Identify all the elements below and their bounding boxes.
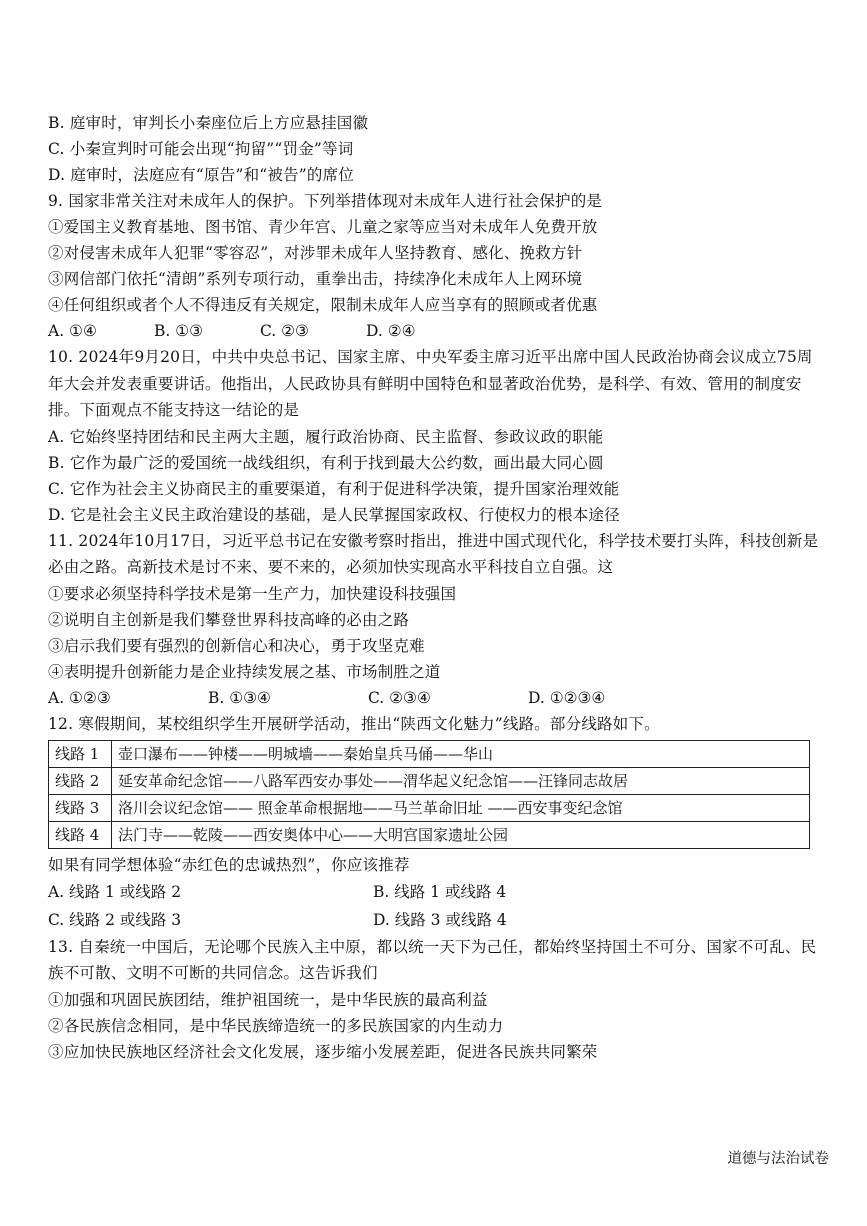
route-name: 线路 4	[49, 821, 112, 848]
page-footer: 道德与法治试卷	[727, 1151, 829, 1167]
route-name: 线路 2	[49, 767, 112, 794]
route-name: 线路 1	[49, 740, 112, 767]
route-path: 延安革命纪念馆——八路军西安办事处——渭华起义纪念馆——汪锋同志故居	[112, 767, 810, 794]
q12-option-d: D. 线路 3 或线路 4	[373, 910, 507, 929]
exam-content	[48, 110, 828, 1065]
q11-option-b: B. ①③④	[208, 688, 271, 707]
q8-option-b: B. 庭审时，审判长小秦座位后上方应悬挂国徽	[48, 114, 369, 132]
q11-item-1: ①要求必须坚持科学技术是第一生产力，加快建设科技强国	[48, 584, 457, 603]
table-row	[49, 794, 810, 821]
q11-option-a: A. ①②③	[48, 688, 111, 707]
q8-option-c: C. 小秦宣判时可能会出现“拘留”“罚金”等词	[48, 140, 354, 158]
q10-option-c: C. 它作为社会主义协商民主的重要渠道，有利于促进科学决策，提升国家治理效能	[48, 479, 620, 498]
route-name: 线路 3	[49, 794, 112, 821]
q10-stem: 10. 2024年9月20日，中共中央总书记、国家主席、中央军委主席习近平出席中国人民政治协商会议成立75周年大会并发表重要讲话。他指出，人民政协具有鲜明中国特色和显著政治优势，是科学、有效、管用的制度安排。下面观点不能支持这一结论的是	[48, 348, 813, 419]
q12-option-a: A. 线路 1 或线路 2	[48, 882, 182, 901]
q11-item-4: ④表明提升创新能力是企业持续发展之基、市场制胜之道	[48, 662, 441, 681]
table-row	[49, 740, 810, 767]
q8-option-d: D. 庭审时，法庭应有“原告”和“被告”的席位	[48, 166, 355, 184]
q13-stem: 13. 自秦统一中国后，无论哪个民族入主中原，都以统一天下为己任，都始终坚持国土不可分、国家不可乱、民族不可散、文明不可断的共同信念。这告诉我们	[48, 937, 817, 982]
q9-item-1: ①爱国主义教育基地、图书馆、青少年宫、儿童之家等应当对未成年人免费开放	[48, 218, 598, 236]
q9-item-4: ④任何组织或者个人不得违反有关规定，限制未成年人应当享有的照顾或者优惠	[48, 296, 598, 314]
q9-option-c: C. ②③	[260, 322, 309, 340]
q10-option-a: A. 它始终坚持团结和民主两大主题，履行政治协商、民主监督、参政议政的职能	[48, 427, 604, 446]
q13-item-3: ③应加快民族地区经济社会文化发展，逐步缩小发展差距，促进各民族共同繁荣	[48, 1042, 598, 1061]
q11-option-c: C. ②③④	[368, 688, 431, 707]
q9-item-2: ②对侵害未成年人犯罪“零容忍”，对涉罪未成年人坚持教育、感化、挽救方针	[48, 244, 583, 262]
q9-item-3: ③网信部门依托“清朗”系列专项行动，重拳出击，持续净化未成年人上网环境	[48, 270, 583, 288]
q12-question: 如果有同学想体验“赤红色的忠诚热烈”，你应该推荐	[48, 855, 410, 874]
q11-item-2: ②说明自主创新是我们攀登世界科技高峰的必由之路	[48, 610, 410, 629]
q9-options	[48, 318, 828, 344]
q11-options	[48, 685, 828, 711]
q10-option-d: D. 它是社会主义民主政治建设的基础，是人民掌握国家政权、行使权力的根本途径	[48, 505, 620, 524]
q9-option-b: B. ①③	[154, 322, 204, 340]
route-path: 壶口瀑布——钟楼——明城墙——秦始皇兵马俑——华山	[112, 740, 810, 767]
q13-item-1: ①加强和巩固民族团结，维护祖国统一，是中华民族的最高利益	[48, 990, 488, 1009]
q11-stem: 11. 2024年10月17日，习近平总书记在安徽考察时指出，推进中国式现代化，科学技术要打头阵，科技创新是必由之路。高新技术是讨不来、要不来的，必须加快实现高水平科技自立自强。这	[48, 531, 819, 576]
q9-stem: 9. 国家非常关注对未成年人的保护。下列举措体现对未成年人进行社会保护的是	[48, 192, 603, 210]
q13-item-2: ②各民族信念相同，是中华民族缔造统一的多民族国家的内生动力	[48, 1016, 504, 1035]
route-path: 洛川会议纪念馆—— 照金革命根据地——马兰革命旧址 ——西安事变纪念馆	[112, 794, 810, 821]
route-path: 法门寺——乾陵——西安奥体中心——大明宫国家遗址公园	[112, 821, 810, 848]
table-row	[49, 821, 810, 848]
q12-stem: 12. 寒假期间，某校组织学生开展研学活动，推出“陕西文化魅力”线路。部分线路如下。	[48, 714, 660, 733]
q10-option-b: B. 它作为最广泛的爱国统一战线组织，有利于找到最大公约数，画出最大同心圆	[48, 453, 604, 472]
q12-option-b: B. 线路 1 或线路 4	[373, 882, 507, 901]
q11-item-3: ③启示我们要有强烈的创新信心和决心，勇于攻坚克难	[48, 636, 425, 655]
table-row	[49, 767, 810, 794]
q9-option-d: D. ②④	[366, 322, 416, 340]
q12-routes-table	[48, 740, 810, 849]
q11-option-d: D. ①②③④	[528, 688, 606, 707]
q9-option-a: A. ①④	[48, 322, 97, 340]
q12-options	[48, 878, 828, 934]
q12-option-c: C. 线路 2 或线路 3	[48, 910, 182, 929]
